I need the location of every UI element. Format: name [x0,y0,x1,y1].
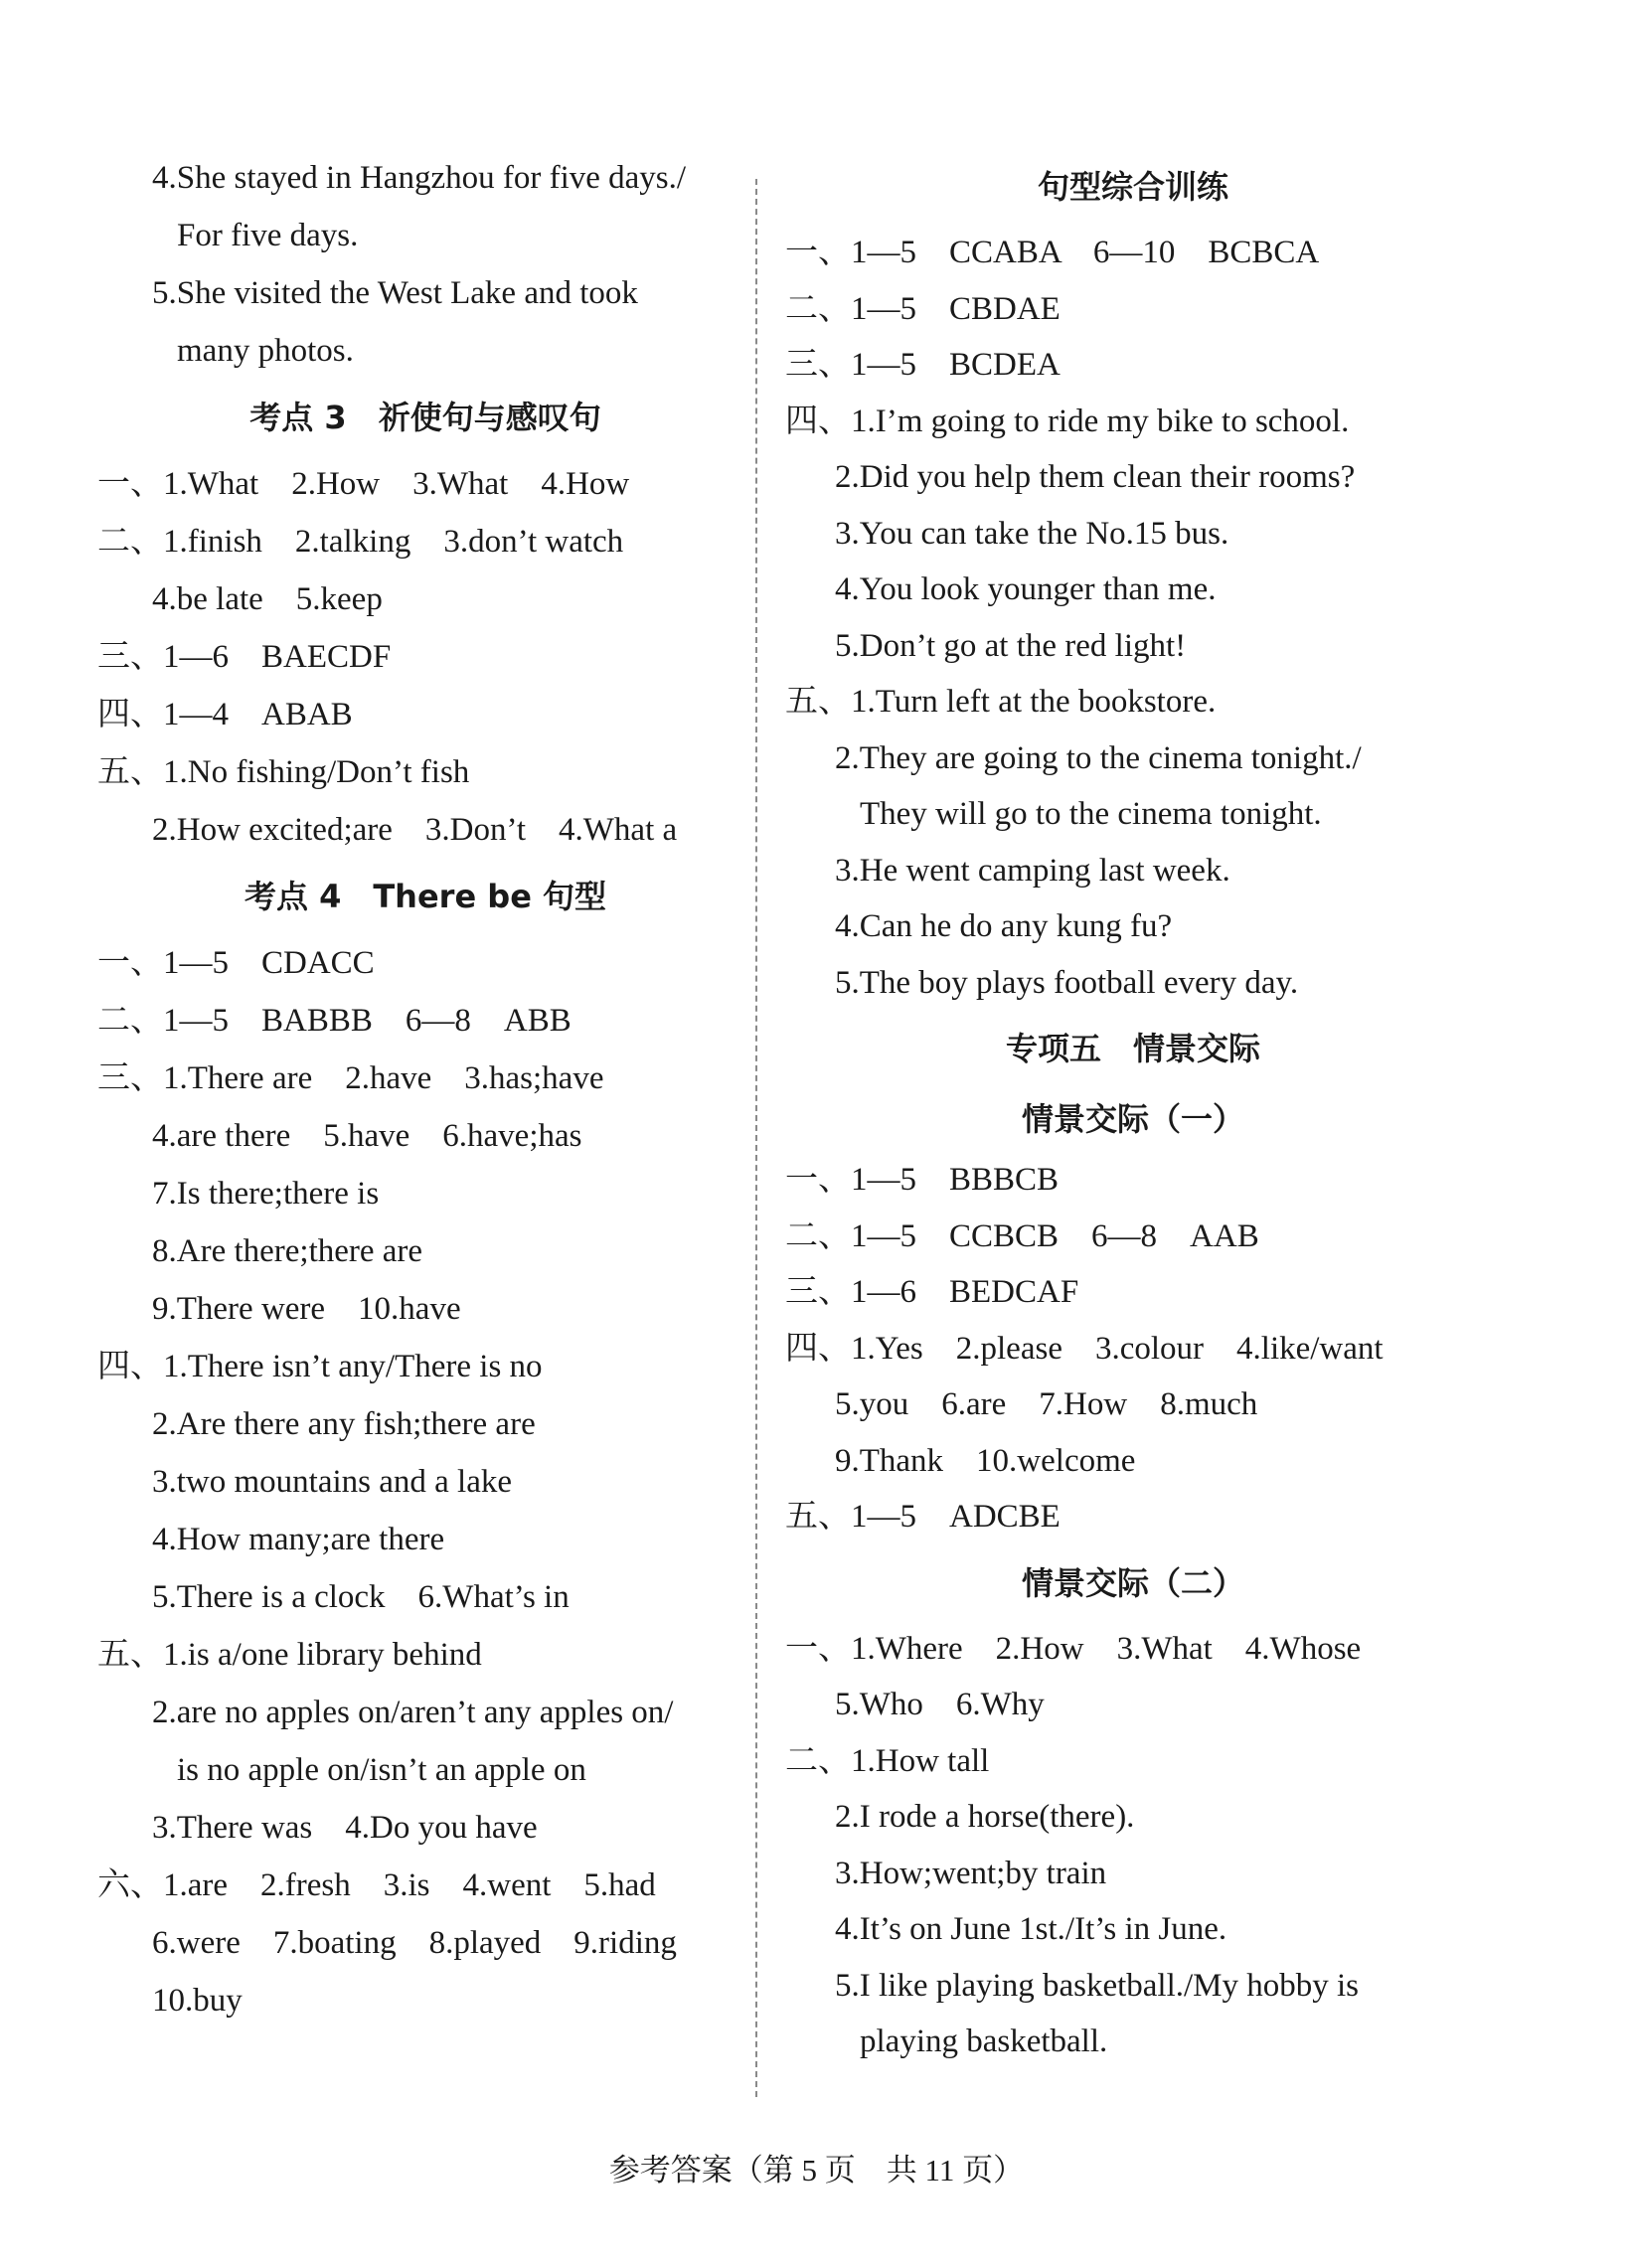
answer-line: 二、1.finish 2.talking 3.don’t watch [97,524,624,560]
answer-line: 5.The boy plays football every day. [835,964,1299,1001]
section-heading: 专项五 情景交际 [1005,1030,1260,1067]
answer-line: 二、1—5 BABBB 6—8 ABB [97,1003,572,1039]
answer-line: 2.are no apples on/aren’t any apples on/ [152,1695,674,1730]
left-column [97,149,753,2029]
answer-line: 4.How many;are there [152,1522,445,1557]
answer-line: 二、1—5 CBDAE [785,290,1061,327]
answer-line: 一、1—5 CDACC [97,945,375,981]
section-heading: 考点 4 There be 句型 [244,878,607,915]
section-heading: 考点 3 祈使句与感叹句 [249,399,601,436]
answer-line: 5.Who 6.Why [835,1687,1045,1722]
answer-line: 5.Don’t go at the red light! [835,627,1187,664]
answer-line: 四、1—4 ABAB [97,697,353,732]
answer-line: For five days. [177,218,359,253]
answer-line: 二、1.How tall [785,1742,990,1779]
answer-line: 五、1.Turn left at the bookstore. [785,684,1217,720]
answer-line: 4.Can he do any kung fu? [835,908,1173,944]
right-column [785,149,1481,2070]
answer-line: 六、1.are 2.fresh 3.is 4.went 5.had [97,1867,656,1903]
answer-line: 4.be late 5.keep [152,581,383,617]
answer-line: 5.There is a clock 6.What’s in [152,1579,570,1615]
answer-line: 三、1.There are 2.have 3.has;have [97,1060,604,1096]
section-heading: 情景交际（二） [1021,1563,1244,1602]
answer-line: 五、1.No fishing/Don’t fish [97,754,470,790]
answer-line: 四、1.There isn’t any/There is no [97,1349,543,1384]
answer-line: 5.you 6.are 7.How 8.much [835,1386,1258,1422]
answer-line: They will go to the cinema tonight. [860,796,1322,832]
answer-line: 3.You can take the No.15 bus. [835,515,1229,552]
answer-line: 4.You look younger than me. [835,571,1217,607]
answer-line: 一、1.Where 2.How 3.What 4.Whose [785,1630,1362,1667]
answer-line: 三、1—6 BAECDF [97,639,392,675]
answer-line: 5.I like playing basketball./My hobby is [835,1967,1360,2004]
column-divider [755,179,757,2097]
answer-line: 2.They are going to the cinema tonight./ [835,739,1362,776]
answer-line: 2.I rode a horse(there). [835,1799,1135,1835]
answer-line: 五、1—5 ADCBE [785,1499,1061,1535]
answer-line: 3.How;went;by train [835,1855,1107,1891]
answer-line: 9.Thank 10.welcome [835,1442,1136,1479]
answer-line: 三、1—5 BCDEA [785,347,1061,383]
answer-line: 9.There were 10.have [152,1291,461,1327]
answer-line: 2.Are there any fish;there are [152,1406,536,1442]
answer-line: 三、1—6 BEDCAF [785,1274,1079,1310]
answer-line: 8.Are there;there are [152,1233,423,1269]
answer-line: 5.She visited the West Lake and took [152,275,638,311]
answer-line: 6.were 7.boating 8.played 9.riding [152,1925,677,1961]
answer-line: 四、1.Yes 2.please 3.colour 4.like/want [785,1330,1384,1367]
answer-line: 一、1.What 2.How 3.What 4.How [97,466,630,502]
answer-line: 7.Is there;there is [152,1176,380,1212]
answer-line: 二、1—5 CCBCB 6—8 AAB [785,1217,1259,1254]
answer-line: 2.How excited;are 3.Don’t 4.What a [152,812,678,848]
answer-line: 五、1.is a/one library behind [97,1637,482,1673]
page-footer: 参考答案（第 5 页 共 11 页） [608,2153,1025,2187]
answer-line: 一、1—5 BBBCB [785,1162,1060,1198]
answer-line: 四、1.I’m going to ride my bike to school. [785,403,1350,439]
answer-line: 3.He went camping last week. [835,852,1230,889]
answer-line: 2.Did you help them clean their rooms? [835,459,1356,495]
section-heading: 句型综合训练 [1037,168,1228,206]
answer-line: 10.buy [152,1983,243,2019]
section-subheading: 情景交际（一） [1021,1100,1244,1138]
answer-line: 4.She stayed in Hangzhou for five days./ [152,160,687,196]
answer-line: many photos. [177,333,354,369]
answer-line: 4.It’s on June 1st./It’s in June. [835,1911,1227,1947]
answer-line: 一、1—5 CCABA 6—10 BCBCA [785,235,1320,270]
answer-line: is no apple on/isn’t an apple on [177,1752,586,1788]
answer-line: 3.There was 4.Do you have [152,1810,538,1846]
answer-line: playing basketball. [860,2024,1108,2059]
answer-line: 4.are there 5.have 6.have;has [152,1118,582,1154]
answer-line: 3.two mountains and a lake [152,1464,513,1500]
